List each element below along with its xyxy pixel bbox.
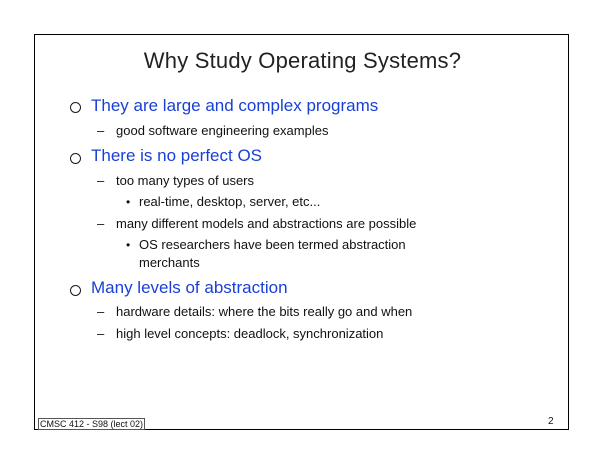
dot-marker: • [126,238,131,252]
page-number: 2 [548,416,554,427]
slide-title: Why Study Operating Systems? [143,48,462,73]
bullet-3-text: Many levels of abstraction [91,278,288,297]
dash-marker: – [97,326,105,341]
bullet-2-sub-1-item-1: real-time, desktop, server, etc... [139,194,321,209]
bullet-marker [70,285,81,296]
slide-frame [34,34,569,430]
dash-marker: – [97,123,105,138]
dot-marker: • [126,195,131,209]
bullet-marker [70,102,81,113]
bullet-1-text: They are large and complex programs [91,96,379,115]
bullet-2-sub-2: many different models and abstractions are possible [116,216,417,231]
bullet-1-sub-1: good software engineering examples [116,123,329,138]
bullet-2-sub-2-item-1-cont: merchants [139,255,200,270]
bullet-2-sub-1: too many types of users [116,173,255,188]
bullet-3-sub-2: high level concepts: deadlock, synchronization [116,326,384,341]
dash-marker: – [97,173,105,188]
bullet-2-sub-2-item-1: OS researchers have been termed abstraction [139,237,406,252]
bullet-2-text: There is no perfect OS [91,146,263,165]
dash-marker: – [97,304,105,319]
dash-marker: – [97,216,105,231]
bullet-3-sub-1: hardware details: where the bits really go and when [116,304,413,319]
footer-course-label: CMSC 412 - S98 (lect 02) [40,419,144,429]
bullet-marker [70,153,81,164]
